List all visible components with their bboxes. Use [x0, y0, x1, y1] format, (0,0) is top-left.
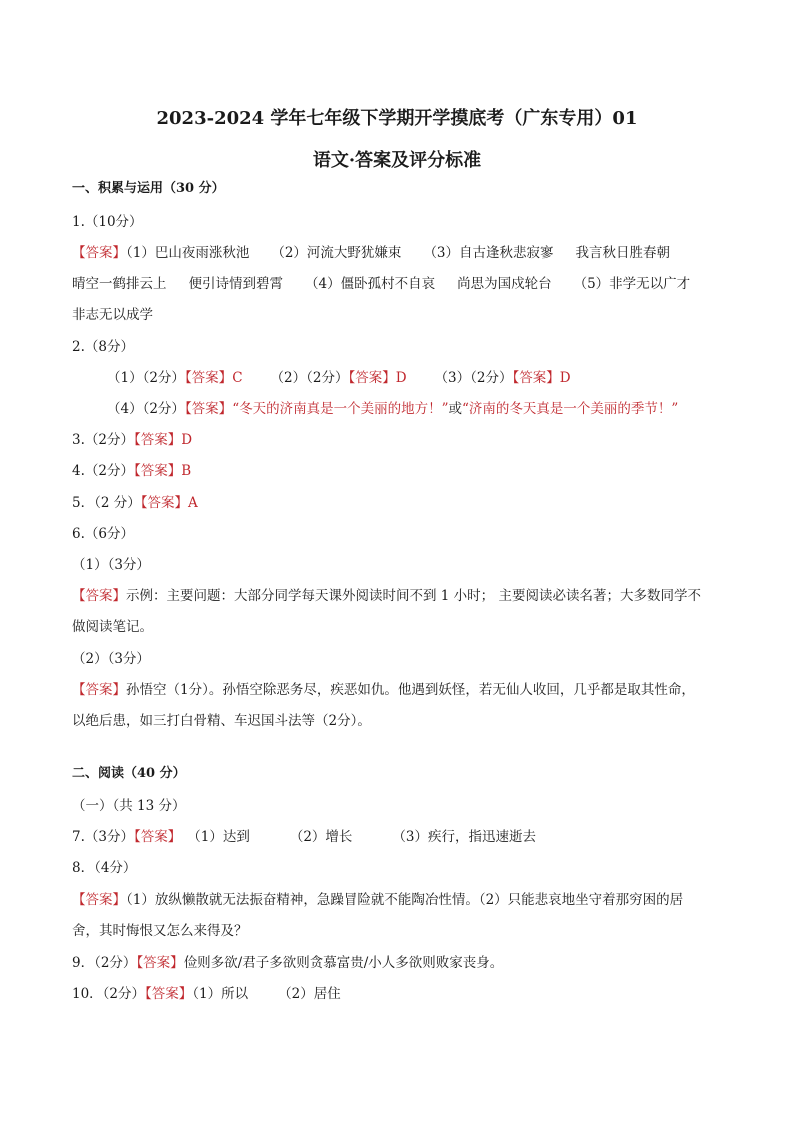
answer-label: 【答案】 [145, 986, 193, 1002]
answer-label: 【答案】 [72, 682, 126, 698]
q6-answer-1-line-2: 做阅读笔记。 [72, 619, 153, 635]
q5-row [72, 494, 198, 512]
q2-answer-1: C [232, 370, 243, 386]
q5-heading: 5．（2 分） [72, 495, 141, 511]
answer-label: 【答案】 [72, 588, 126, 604]
section-heading-1: 一、积累与运用（30 分） [72, 181, 225, 196]
q4-heading: 4.（2分） [72, 463, 134, 479]
q9-heading: 9．（2分） [72, 955, 137, 971]
q7-heading: 7.（3分） [72, 829, 134, 845]
answer-label: 【答案】 [133, 432, 182, 448]
q1-part-3b: 我言秋日胜春朝 [575, 245, 671, 261]
q1-part-5: （5）非学无以广才 [573, 276, 691, 292]
q9-row [72, 954, 503, 972]
q3-row [72, 431, 192, 449]
q7-part-1: （1）达到 [187, 829, 250, 845]
q2-answer-2: D [395, 370, 407, 386]
q9-answer: 俭则多欲/君子多欲则贪慕富贵/小人多欲则败家丧身。 [183, 955, 504, 971]
q5-answer: A [187, 495, 198, 511]
answer-label: 【答案】 [72, 245, 126, 261]
q7-row [72, 828, 536, 846]
q2-heading: 2.（8分） [72, 339, 134, 355]
q1-heading: 1.（10分） [72, 214, 143, 230]
q2-sub-1: （1）（2分） [107, 370, 185, 386]
q6-heading: 6.（6分） [72, 526, 134, 542]
q1-part-4b: 尚思为国戍轮台 [457, 276, 552, 292]
q2-answers-row-2 [107, 400, 678, 418]
q7-part-2: （2）增长 [289, 829, 353, 845]
q3-answer: D [181, 432, 193, 448]
q6-answer-2-line-1 [72, 681, 695, 699]
q4-row [72, 462, 191, 480]
q2-answers-row-1 [107, 369, 571, 387]
q2-sub-3: （3）（2分） [434, 370, 513, 386]
answer-label: 【答案】 [184, 370, 233, 386]
q6-answer-2-line-2: 以绝后患，如三打白骨精、车迟国斗法等（2分）。 [72, 713, 371, 729]
q2-or: 或 [448, 401, 462, 417]
part-heading-1: （一）（共 13 分） [72, 798, 186, 814]
q2-answer-4a: “冬天的济南真是一个美丽的地方！” [232, 401, 449, 417]
answer-label: 【答案】 [72, 892, 126, 908]
q6-answer-1-text: 示例：主要问题：大部分同学每天课外阅读时间不到 1 小时； 主要阅读必读名著；大多数同学不 [126, 588, 701, 604]
q1-answer-line-2 [72, 275, 690, 293]
q2-answer-4b: “济南的冬天真是一个美丽的季节！” [462, 401, 679, 417]
q2-answer-3: D [559, 370, 571, 386]
q6-answer-1-line-1 [72, 587, 701, 605]
answer-label: 【答案】 [136, 955, 184, 971]
answer-label: 【答案】 [348, 370, 396, 386]
q8-answer-line-2: 舍，其时悔恨又怎么来得及？ [72, 923, 248, 939]
answer-label: 【答案】 [512, 370, 560, 386]
q1-answer-line-3: 非志无以成学 [72, 307, 153, 323]
answer-label: 【答案】 [184, 401, 233, 417]
answer-label: 【答案】 [133, 829, 182, 845]
q2-sub-4: （4）（2分） [107, 401, 185, 417]
answer-label: 【答案】 [133, 463, 182, 479]
q1-part-3: （3）自古逢秋悲寂寥 [423, 245, 554, 261]
answer-label: 【答案】 [140, 495, 188, 511]
q1-part-3d: 便引诗情到碧霄 [188, 276, 283, 292]
q3-heading: 3.（2分） [72, 432, 134, 448]
q1-part-2: （2）河流大野犹嫌束 [271, 245, 402, 261]
q7-part-3: （3）疾行，指迅速逝去 [392, 829, 537, 845]
q6-sub-1: （1）（3分） [72, 557, 150, 573]
section-heading-2: 二、阅读（40 分） [72, 766, 186, 781]
q6-sub-2: （2）（3分） [72, 651, 150, 667]
q10-heading: 10．（2分） [72, 986, 146, 1002]
q1-answer-line-1 [72, 244, 670, 262]
q1-part-3c: 晴空一鹤排云上 [72, 276, 167, 292]
q8-answer-line-1 [72, 891, 683, 909]
q1-part-1: （1）巴山夜雨涨秋池 [126, 245, 250, 261]
q10-row [72, 985, 341, 1003]
q6-answer-2-text: 孙悟空（1分）。孙悟空除恶务尽，疾恶如仇。他遇到妖怪，若无仙人收回，几乎都是取其性命， [126, 682, 695, 698]
q10-part-1: （1）所以 [192, 986, 249, 1002]
q2-sub-2: （2）（2分） [270, 370, 349, 386]
q1-part-4: （4）僵卧孤村不自哀 [305, 276, 436, 292]
q8-heading: 8．（4分） [72, 860, 137, 876]
q10-part-2: （2）居住 [278, 986, 341, 1002]
page-title: 2023-2024 学年七年级下学期开学摸底考（广东专用）01 [156, 108, 638, 129]
page-subtitle: 语文·答案及评分标准 [312, 150, 482, 171]
q8-answer-text: （1）放纵懒散就无法振奋精神，急躁冒险就不能陶冶性情。（2）只能悲哀地坐守着那穷困的居 [126, 892, 684, 908]
q4-answer: B [181, 463, 192, 479]
